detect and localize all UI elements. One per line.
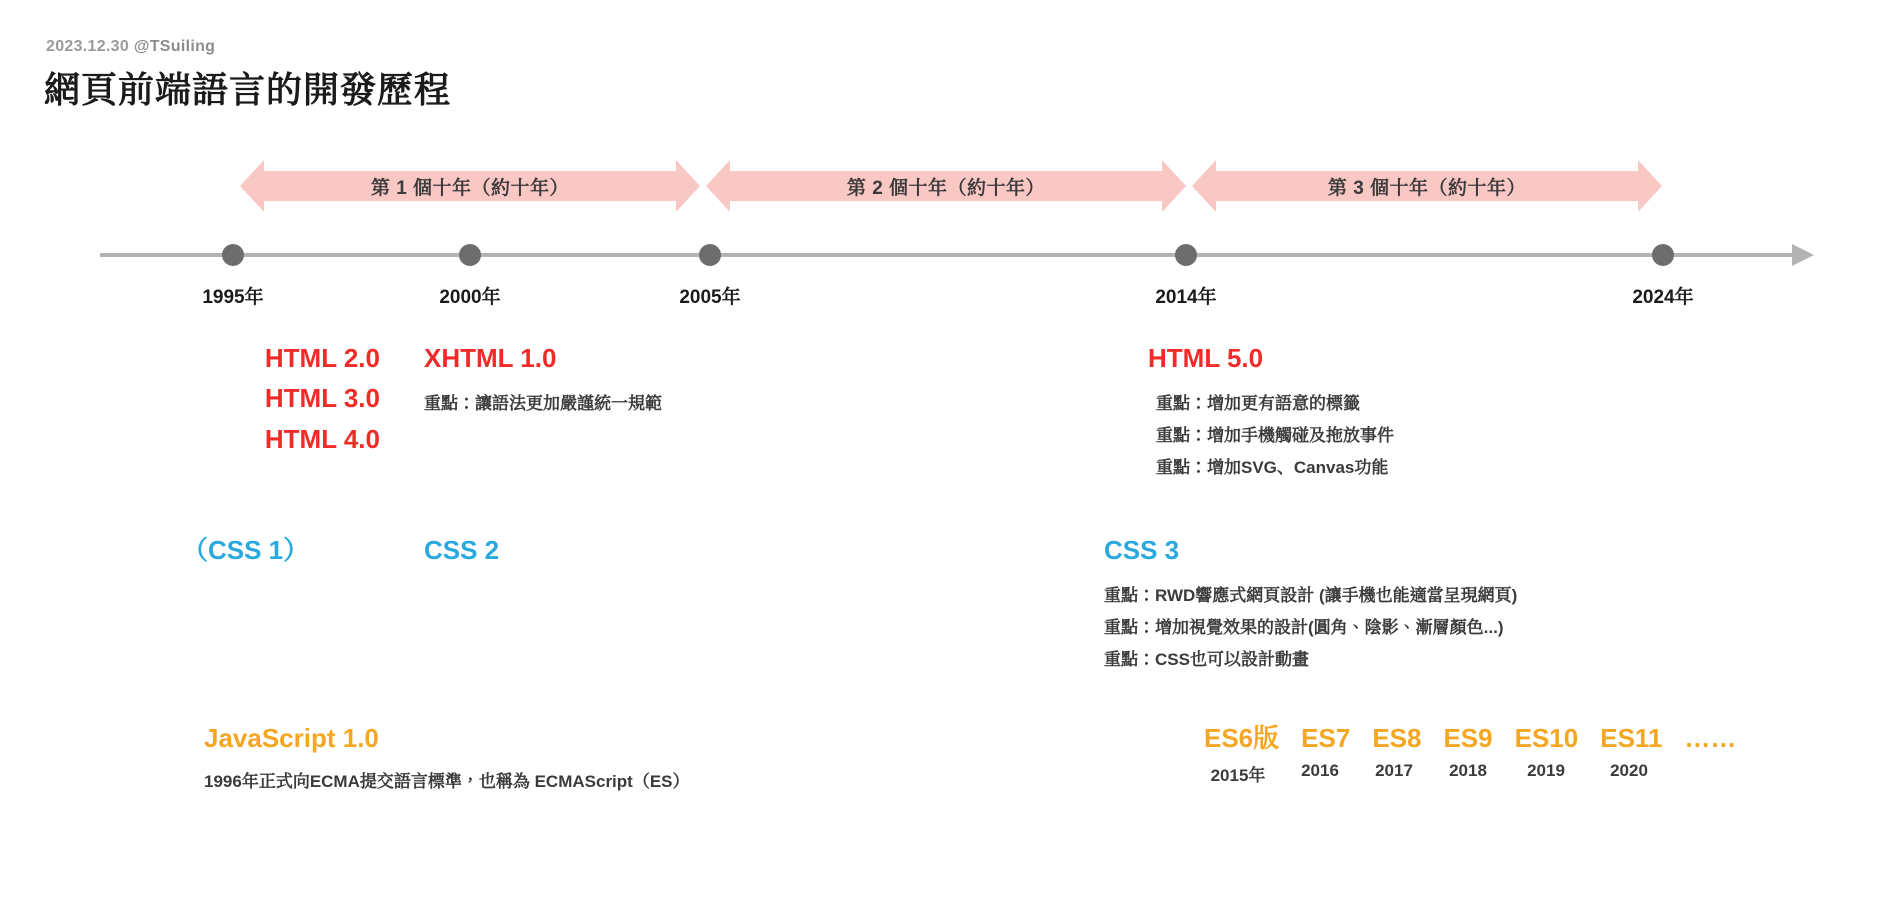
es-version-7: ES7 [1301, 723, 1351, 753]
css3-group [1104, 530, 1517, 676]
html5-group [1148, 338, 1394, 484]
meta-line [46, 38, 215, 56]
es-year-2019: 2019 [1527, 761, 1565, 780]
xhtml-note-1: 重點：讓語法更加嚴謹統一規範 [424, 394, 662, 414]
es-version-more: …… [1684, 723, 1737, 753]
html-version-3: HTML 3.0 [264, 383, 380, 414]
timeline-year-2024: 2024年 [1632, 287, 1694, 308]
timeline-year-2014: 2014年 [1155, 287, 1217, 308]
page-title: 網頁前端語言的開發歷程 [44, 69, 452, 110]
arrow-right-icon [1162, 160, 1186, 212]
css2-group [424, 530, 499, 570]
es-year-2016: 2016 [1301, 761, 1339, 780]
es-year-row [1204, 761, 1736, 786]
arrow-right-icon [676, 160, 700, 212]
timeline-year-1995: 1995年 [202, 287, 264, 308]
decade-banner-row [0, 160, 1900, 218]
axis-arrow-icon [1792, 244, 1814, 266]
decade-label: 第 2 個十年（約十年） [846, 177, 1046, 199]
html-version-2: HTML 2.0 [264, 343, 380, 373]
meta-handle: @TSuiling [133, 38, 216, 55]
html5-note-3: 重點：增加SVG、Canvas功能 [1156, 458, 1389, 478]
arrow-left-icon [706, 160, 730, 212]
es-year-2015: 2015年 [1210, 766, 1266, 785]
html5-note-2: 重點：增加手機觸碰及拖放事件 [1156, 426, 1394, 446]
decade-label: 第 1 個十年（約十年） [370, 177, 570, 199]
es-version-8: ES8 [1372, 723, 1422, 753]
decade-banner-1 [240, 160, 700, 212]
css1-title: （CSS 1） [182, 535, 310, 565]
timeline-dot-2000 [459, 244, 481, 266]
es-version-11: ES11 [1600, 723, 1663, 753]
html-early-versions [100, 338, 380, 459]
timeline-year-2000: 2000年 [439, 287, 501, 308]
es-versions-group [1204, 718, 1736, 786]
meta-date: 2023.12.30 [46, 38, 130, 55]
arrow-left-icon [240, 160, 264, 212]
es-year-2017: 2017 [1375, 761, 1413, 780]
timeline-year-2005: 2005年 [679, 287, 741, 308]
xhtml-title: XHTML 1.0 [424, 343, 557, 373]
javascript-title: JavaScript 1.0 [204, 723, 379, 753]
timeline-dot-2024 [1652, 244, 1674, 266]
es-version-9: ES9 [1443, 723, 1493, 753]
timeline-dot-1995 [222, 244, 244, 266]
html-version-4: HTML 4.0 [264, 423, 380, 454]
es-year-2020: 2020 [1610, 761, 1648, 780]
decade-banner-2 [706, 160, 1186, 212]
timeline-dot-2014 [1175, 244, 1197, 266]
es-version-6: ES6版 [1204, 723, 1280, 753]
xhtml-group [424, 338, 662, 420]
html5-note-1: 重點：增加更有語意的標籤 [1156, 394, 1360, 414]
css3-note-2: 重點：增加視覺效果的設計(圓角、陰影、漸層顏色...) [1104, 618, 1504, 638]
es-year-2018: 2018 [1449, 761, 1487, 780]
es-version-row [1204, 718, 1736, 755]
javascript-note: 1996年正式向ECMA提交語言標準，也稱為 ECMAScript（ES） [204, 772, 690, 792]
html5-title: HTML 5.0 [1148, 343, 1264, 373]
css1-group [182, 530, 309, 570]
timeline-axis [100, 253, 1800, 257]
es-version-10: ES10 [1514, 723, 1579, 753]
arrow-left-icon [1192, 160, 1216, 212]
css3-note-1: 重點：RWD響應式網頁設計 (讓手機也能適當呈現網頁) [1104, 586, 1518, 606]
javascript-group [204, 718, 690, 798]
decade-label: 第 3 個十年（約十年） [1327, 177, 1527, 199]
timeline-dot-2005 [699, 244, 721, 266]
decade-banner-3 [1192, 160, 1662, 212]
css3-title: CSS 3 [1104, 535, 1180, 565]
css3-note-3: 重點：CSS也可以設計動畫 [1104, 650, 1309, 670]
arrow-right-icon [1638, 160, 1662, 212]
css2-title: CSS 2 [424, 535, 500, 565]
